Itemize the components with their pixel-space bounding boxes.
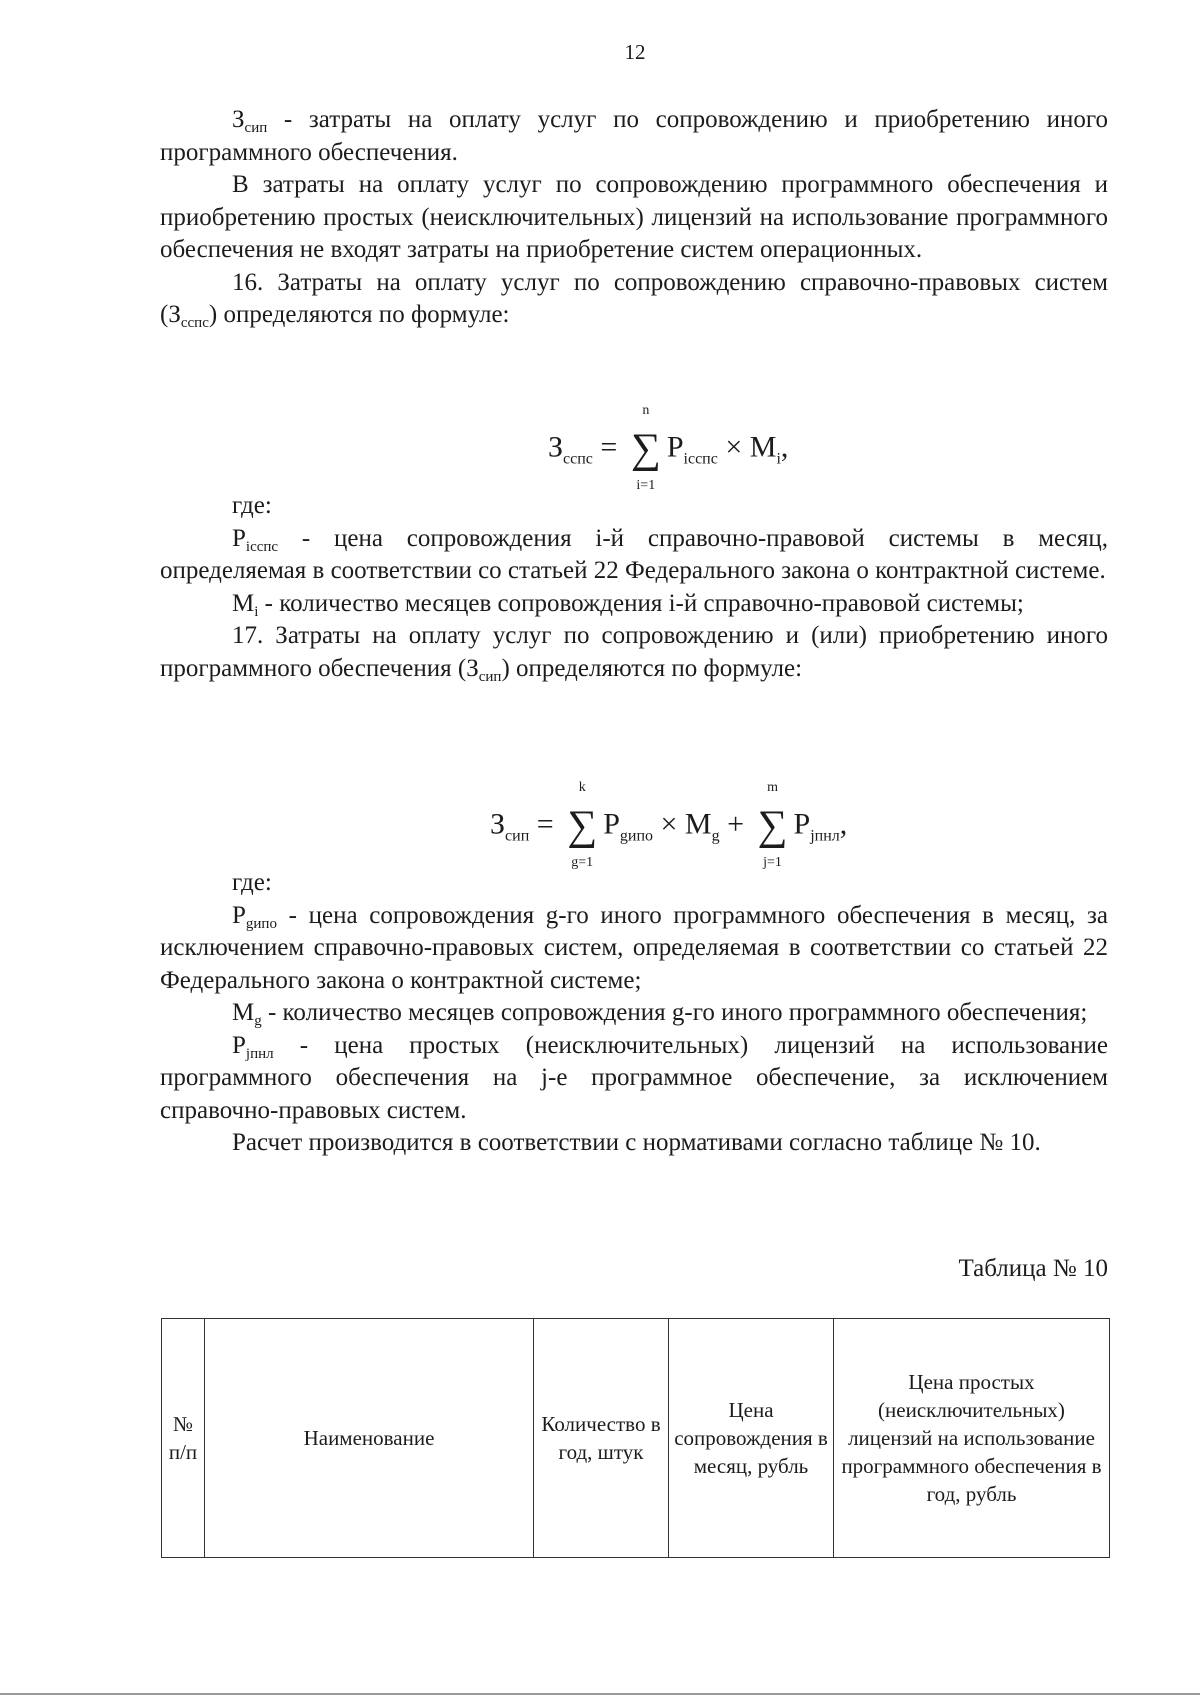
col-license-price: Цена простых (неисключительных) лицензий на использование программного обеспечения в год, рубль <box>834 1319 1110 1558</box>
note-paragraph: В затраты на оплату услуг по сопровождению программного обеспечения и приобретению простых (неисключительных) лицензий на использование программного обеспечения не входят затраты на приобретение систем операционных. <box>160 171 1108 263</box>
section17-definitions <box>160 867 1108 1160</box>
table-10 <box>161 1318 1110 1558</box>
def-p-gипо: $P_{gипо}$ - цена сопровождения g-го иного программного обеспечения в месяц, за исключением справочно-правовых систем, определяемая в соответствии со статьей 22 Федерального закона о контрактной системе; <box>160 901 1108 994</box>
table-caption: Таблица № 10 <box>958 1255 1108 1282</box>
col-name: Наименование <box>205 1319 534 1558</box>
def-p-jпнл: $P_{jпнл}$ - цена простых (неисключительных) лицензий на использование программного обеспечения на j-е программное обеспечение, за исключением справочно-правовых систем. <box>160 1031 1108 1124</box>
section16-heading: 16. Затраты на оплату услуг по сопровождению справочно-правовых систем $(З_{сспс})$ определяются по формуле: <box>160 268 1108 331</box>
page-bottom-edge <box>0 1693 1200 1695</box>
where-17: где: <box>232 869 272 896</box>
z-symbol: З <box>232 106 245 133</box>
formula-17: $З_{сип}$ = k ∑ g=1 $P_{gипо} \times M_g$ + m ∑ j=1 $P_{jпнл}$, <box>490 780 848 870</box>
col-quantity: Количество в год, штук <box>534 1319 669 1558</box>
sum-symbol-2: m ∑ j=1 <box>757 780 788 870</box>
col-support-price: Цена сопровождения в месяц, рубль <box>669 1319 834 1558</box>
page-number: 12 <box>624 40 646 64</box>
col-number: № п/п <box>162 1319 205 1558</box>
def-m-g: $M_g$ - количество месяцев сопровождения g-го иного программного обеспечения; <box>232 999 1088 1029</box>
def-m-i: $M_i$ - количество месяцев сопровождения i-й справочно-правовой системы; <box>232 589 1024 620</box>
section17-heading: 17. Затраты на оплату услуг по сопровождению и (или) приобретению иного программного обеспечения $(З_{сип})$ определяются по формуле: <box>160 622 1108 685</box>
calc-paragraph: Расчет производится в соответствии с нормативами согласно таблице № 10. <box>232 1129 1041 1156</box>
intro-block <box>160 104 1108 332</box>
def-p-iсспс: $P_{iсспс}$ - цена сопровождения i-й справочно-правовой системы в месяц, определяемая в соответствии со статьей 22 Федерального закона о контрактной системе. <box>160 524 1108 584</box>
sum-symbol: n ∑ i=1 <box>630 403 661 493</box>
table-header-row <box>162 1319 1110 1558</box>
z-subscript: сип <box>244 120 268 136</box>
section16-definitions <box>160 490 1108 685</box>
sum-symbol-1: k ∑ g=1 <box>567 780 598 870</box>
intro-text: - затраты на оплату услуг по сопровождению и приобретению иного программного обеспечения. <box>160 106 1108 166</box>
where-16: где: <box>232 492 272 519</box>
intro-paragraph <box>160 104 1108 169</box>
formula-16: $З_{сспс}$ = n ∑ i=1 $P_{iсспс} \times M_i$, <box>548 403 789 493</box>
